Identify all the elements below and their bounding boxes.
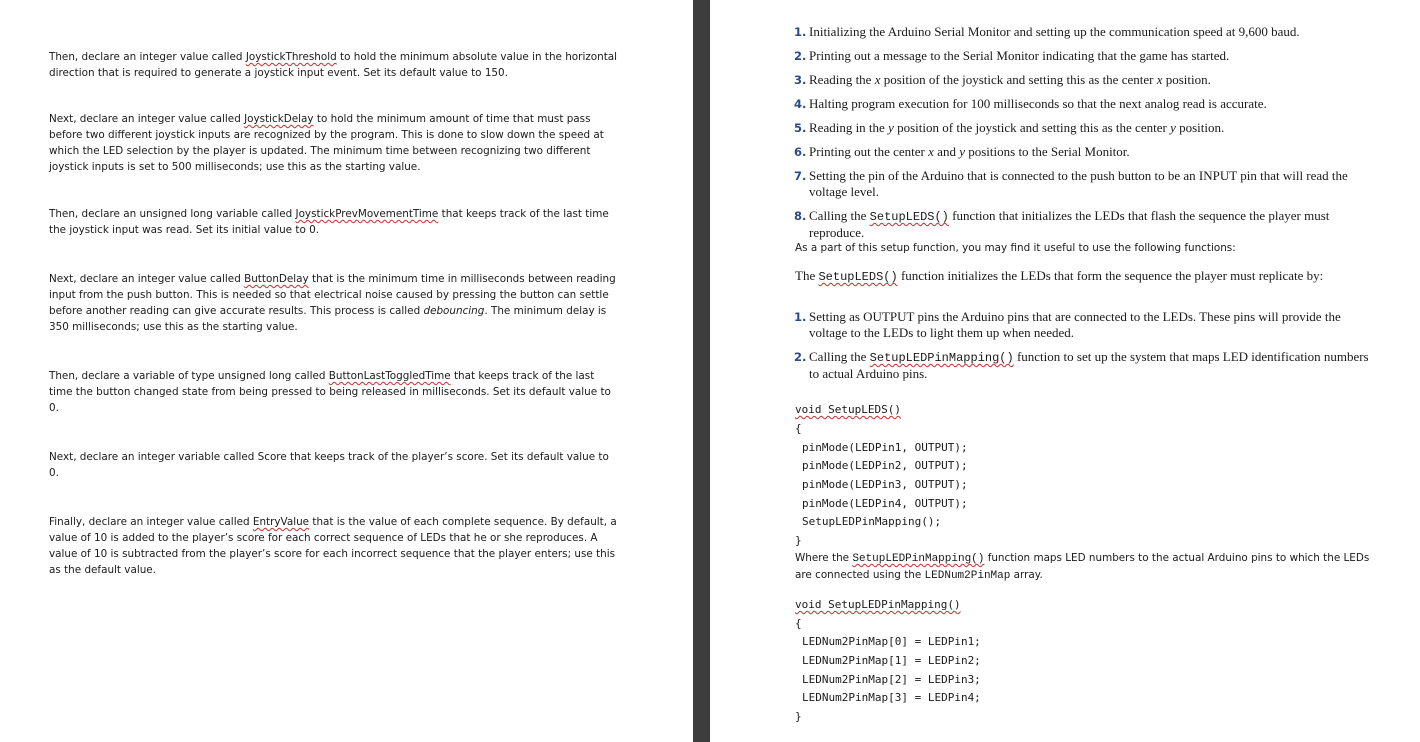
- step-text: Setting the pin of the Arduino that is connected to the push button to be an INPUT pin that will read the voltage level.: [809, 168, 1348, 199]
- code-line: LEDNum2PinMap[3] = LEDPin4;: [802, 691, 981, 704]
- code-line: LEDNum2PinMap[1] = LEDPin2;: [802, 654, 981, 667]
- code-line: LEDNum2PinMap[0] = LEDPin1;: [802, 635, 981, 648]
- code-close-brace: }: [795, 534, 802, 547]
- code-signature: [795, 402, 901, 418]
- step-2: [794, 48, 1369, 64]
- p7-text: Finally, declare an integer value called: [49, 516, 253, 528]
- intro-text-end: function initializes the LEDs that form the sequence the player must replicate by:: [897, 268, 1324, 283]
- step-text: position of the joystick and setting this as the center: [893, 120, 1171, 135]
- paragraph-button-delay: [49, 271, 619, 335]
- paragraph-score: Next, declare an integer variable called Score that keeps track of the player’s score. Set its default value to 0.: [49, 451, 609, 479]
- var-y: y: [959, 144, 965, 159]
- step-number: 3.: [794, 73, 807, 87]
- step-3: [794, 72, 1369, 88]
- step-text: Printing out a message to the Serial Monitor indicating that the game has started.: [809, 48, 1230, 63]
- step-number: 6.: [794, 145, 807, 159]
- note-text: Where the: [795, 552, 853, 564]
- code-setupledpinmapping: SetupLEDPinMapping(): [869, 351, 1014, 365]
- var-x: x: [1156, 72, 1163, 87]
- step-number: 2.: [794, 49, 807, 63]
- paragraph-button-last-toggled: [49, 368, 619, 416]
- p7-text-end: that is the value of each complete sequence. By default, a value of 10 is added to the player’s score for each correct sequence of LEDs that he or she reproduces. A value of 10 is subtracted from the player’s score for each incorrect sequence that the player enters; use this as the default value.: [49, 516, 617, 576]
- p5-text-end: that keeps track of the last time the button changed state from being pressed to being released in milliseconds. Set its default value to 0.: [49, 370, 611, 414]
- code-sig-text: void SetupLEDPinMapping(): [795, 598, 961, 611]
- note-text-end: array.: [1010, 569, 1043, 581]
- step-text: Reading the: [809, 72, 875, 87]
- paragraph-joystick-prev-time: [49, 206, 619, 238]
- step-number: 2.: [794, 350, 807, 364]
- code-line: pinMode(LEDPin1, OUTPUT);: [802, 441, 968, 454]
- note-text: function maps LED numbers to the actual Arduino pins to which the LEDs are connected using the: [795, 552, 1370, 581]
- step-text: position.: [1162, 72, 1211, 87]
- code-lednum2pinmap: LEDNum2PinMap: [924, 570, 1011, 582]
- p4-text-end: . The minimum delay is 350 milliseconds; use this as the starting value.: [49, 305, 607, 333]
- step-number: 1.: [794, 310, 807, 324]
- p4-text-mid: that is the minimum time in milliseconds between reading input from the push button. This is needed so that electrical noise caused by pressing the button can settle before another reading can give accurate results. This process is called: [49, 273, 616, 317]
- code-open-brace: {: [795, 422, 802, 435]
- step-4: [794, 96, 1369, 112]
- p3-text-end: that keeps track of the last time the joystick input was read. Set its initial value to 0.: [49, 208, 609, 236]
- left-page: [0, 0, 693, 742]
- step-text: positions to the Serial Monitor.: [964, 144, 1130, 159]
- code-line: LEDNum2PinMap[2] = LEDPin3;: [802, 673, 981, 686]
- term-entry-value: EntryValue: [252, 516, 310, 528]
- p2-text: Next, declare an integer value called: [49, 113, 245, 125]
- step-number: 7.: [794, 169, 807, 183]
- code-sig-text: void SetupLEDS(): [795, 403, 901, 416]
- step-8: [794, 208, 1369, 241]
- code-setupledpinmapping: SetupLEDPinMapping(): [852, 553, 985, 565]
- step-number: 4.: [794, 97, 807, 111]
- step-text: Calling the: [809, 349, 870, 364]
- page-divider: [693, 0, 710, 742]
- code-line: pinMode(LEDPin3, OUTPUT);: [802, 478, 968, 491]
- code-line: SetupLEDPinMapping();: [802, 515, 942, 528]
- intro-text: The: [795, 268, 819, 283]
- step-text: function to set up the system that maps LED identification numbers to actual Arduino pins.: [809, 349, 1369, 381]
- term-joystick-delay: JoystickDelay: [244, 113, 314, 125]
- code-line: pinMode(LEDPin2, OUTPUT);: [802, 459, 968, 472]
- code-line: pinMode(LEDPin4, OUTPUT);: [802, 497, 968, 510]
- step-5: [794, 120, 1369, 136]
- step-text: and: [933, 144, 960, 159]
- step-text: Calling the: [809, 208, 870, 223]
- p3-text: Then, declare an unsigned long variable called: [49, 208, 296, 220]
- var-y: y: [1170, 120, 1176, 135]
- sub-step-2: [794, 349, 1369, 382]
- code-setupleds: SetupLEDS(): [818, 270, 898, 284]
- paragraph-joystick-delay: [49, 111, 619, 175]
- pin-mapping-note: [795, 550, 1375, 584]
- step-text: Reading in the: [809, 120, 889, 135]
- term-button-delay: ButtonDelay: [244, 273, 309, 285]
- var-x: x: [874, 72, 881, 87]
- code-open-brace: {: [795, 617, 802, 630]
- p1-text-end: to hold the minimum absolute value in the horizontal direction that is required to generate a joystick input event. Set its default value to 150.: [49, 51, 618, 79]
- right-page: [710, 0, 1420, 742]
- term-button-last-toggled-time: ButtonLastToggledTime: [328, 370, 451, 382]
- paragraph-entry-value: [49, 514, 619, 578]
- step-text: Initializing the Arduino Serial Monitor and setting up the communication speed at 9,600 baud.: [809, 24, 1300, 39]
- setupleds-intro: [795, 268, 1335, 285]
- step-text: position.: [1175, 120, 1225, 135]
- p2-text-end: to hold the minimum amount of time that must pass before two different joystick inputs are recognized by the program. This is done to slow down the speed at which the LED selection by the player is updated. The minimum time between recognizing two different joystick inputs is set to 500 milliseconds; use this as the starting value.: [49, 113, 604, 173]
- step-text: position of the joystick and setting this as the center: [880, 72, 1157, 87]
- step-text: Halting program execution for 100 milliseconds so that the next analog read is accurate.: [809, 96, 1267, 111]
- term-joystick-prev-movement-time: JoystickPrevMovementTime: [295, 208, 439, 220]
- step-number: 1.: [794, 25, 807, 39]
- term-debouncing: debouncing: [423, 305, 485, 317]
- term-joystick-threshold: JoystickThreshold: [245, 51, 337, 63]
- var-y: y: [888, 120, 894, 135]
- setup-functions-note: As a part of this setup function, you may find it useful to use the following functions:: [795, 242, 1236, 254]
- code-signature: [795, 597, 961, 613]
- step-7: [794, 168, 1369, 200]
- p5-text: Then, declare a variable of type unsigned long called: [49, 370, 329, 382]
- step-text: Printing out the center: [809, 144, 929, 159]
- step-text: Setting as OUTPUT pins the Arduino pins that are connected to the LEDs. These pins will provide the voltage to the LEDs to light them up when needed.: [809, 309, 1341, 340]
- p1-text: Then, declare an integer value called: [49, 51, 246, 63]
- p4-text: Next, declare an integer value called: [49, 273, 245, 285]
- var-x: x: [928, 144, 934, 159]
- code-setupleds: SetupLEDS(): [869, 210, 949, 224]
- paragraph-joystick-threshold: [49, 49, 619, 81]
- code-close-brace: }: [795, 710, 802, 723]
- sub-step-1: [794, 309, 1369, 341]
- step-number: 8.: [794, 209, 807, 223]
- step-text: function that initializes the LEDs that flash the sequence the player must reproduce.: [809, 208, 1330, 240]
- step-number: 5.: [794, 121, 807, 135]
- step-6: [794, 144, 1369, 160]
- step-1: [794, 24, 1369, 40]
